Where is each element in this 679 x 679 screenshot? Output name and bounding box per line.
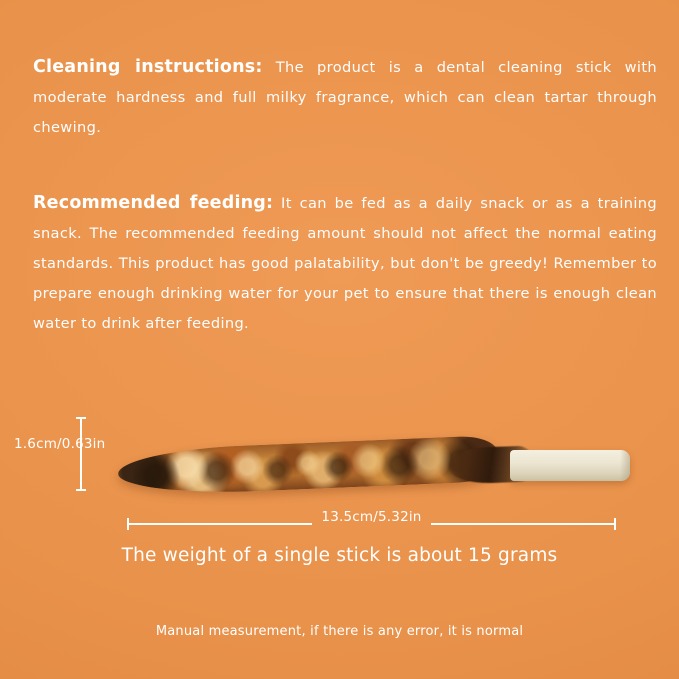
height-measure-rule bbox=[76, 417, 86, 491]
manual-measurement-note: Manual measurement, if there is any error, it is normal bbox=[155, 624, 524, 639]
stick-cream-tip bbox=[510, 450, 630, 481]
dental-stick-image bbox=[118, 417, 618, 507]
recommended-feeding-paragraph bbox=[33, 188, 657, 339]
weight-note: The weight of a single stick is about 15 grams bbox=[121, 545, 558, 566]
cleaning-instructions-heading: Cleaning instructions: bbox=[33, 57, 263, 77]
length-measure-label-wrap bbox=[127, 509, 616, 525]
stick-granular-body bbox=[117, 435, 499, 497]
cleaning-instructions-paragraph bbox=[33, 52, 657, 143]
length-measure-rule bbox=[127, 509, 616, 530]
recommended-feeding-body: It can be fed as a daily snack or as a training snack. The recommended feeding amount should not affect the normal eating standards. This product has good palatability, but don't be greedy! Remember to prepare enough drinking water for your pet to ensure that there is enough clean water to drink after feeding. bbox=[33, 195, 657, 332]
cleaning-instructions-block bbox=[33, 52, 657, 143]
height-measure-label: 1.6cm/0.63in bbox=[14, 436, 106, 452]
recommended-feeding-heading: Recommended feeding: bbox=[33, 193, 274, 213]
height-rule-line bbox=[80, 419, 82, 489]
cleaning-instructions-body: The product is a dental cleaning stick with moderate hardness and full milky fragrance, which can clean tartar through chewing. bbox=[33, 59, 658, 136]
length-measure-label: 13.5cm/5.32in bbox=[312, 509, 430, 525]
recommended-feeding-block bbox=[33, 188, 657, 339]
height-rule-bottom-cap bbox=[76, 489, 86, 491]
